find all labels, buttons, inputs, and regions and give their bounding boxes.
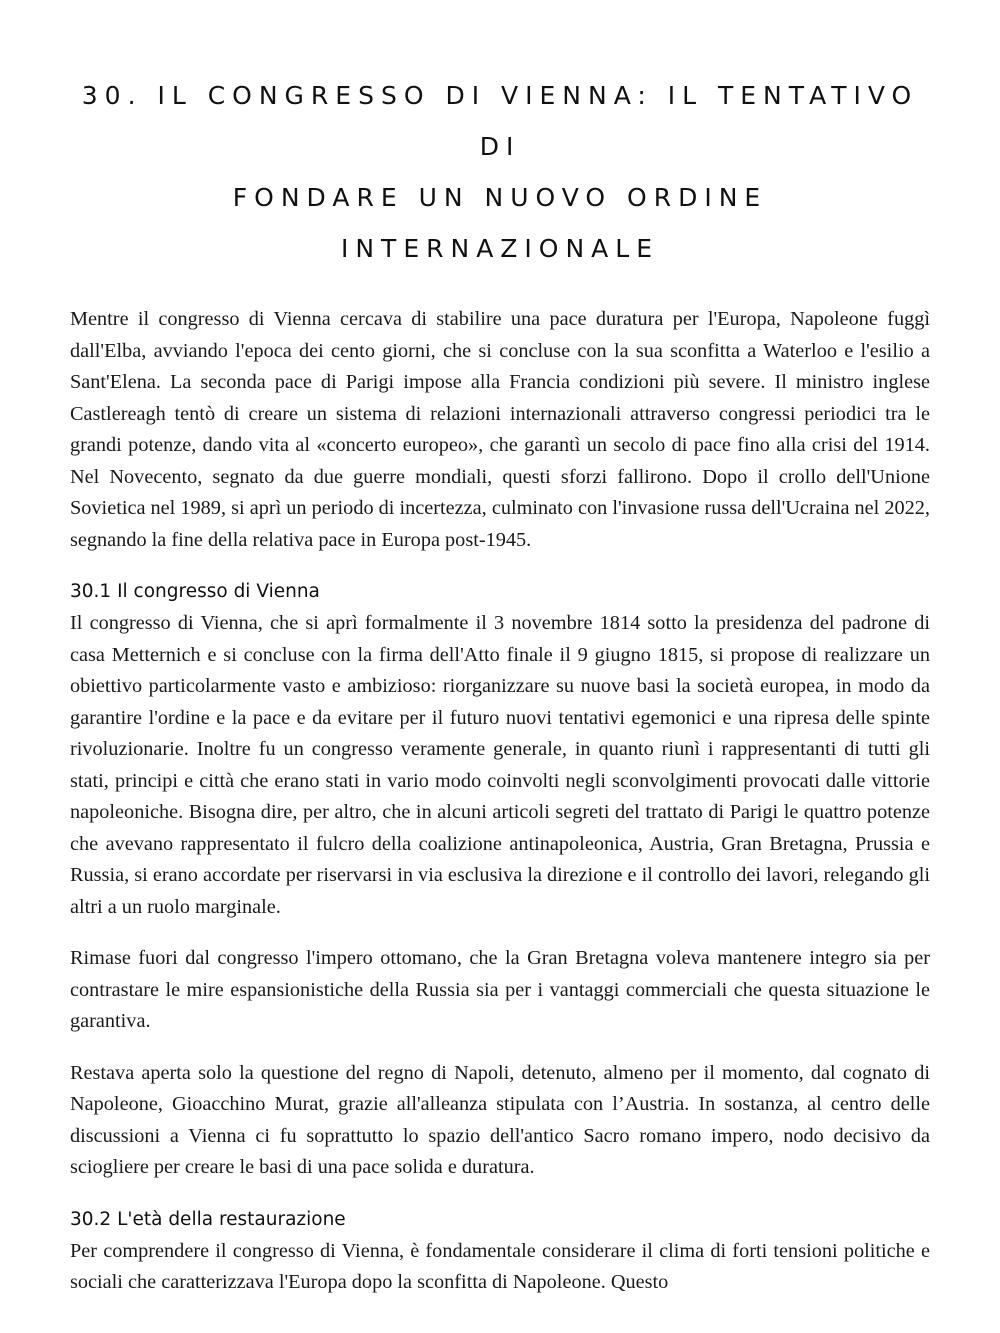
section-paragraph: Il congresso di Vienna, che si aprì formalmente il 3 novembre 1814 sotto la presidenza del padrone di casa Metternich e si concluse con la firma dell'Atto finale il 9 giugno 1815, si propose di realizzare un obiettivo particolarmente vasto e ambizioso: riorganizzare su nuove basi la società europea, in modo da garantire l'ordine e la pace e da evitare per il futuro nuovi tentativi egemonici e una ripresa delle spinte rivoluzionarie. Inoltre fu un congresso veramente generale, in quanto riunì i rappresentanti di tutti gli stati, principi e città che erano stati in vario modo coinvolti negli sconvolgimenti provocati dalle vittorie napoleoniche. Bisogna dire, per altro, che in alcuni articoli segreti del trattato di Parigi le quattro potenze che avevano rappresentato il fulcro della coalizione antinapoleonica, Austria, Gran Bretagna, Prussia e Russia, si erano accordate per riservarsi in via esclusiva la direzione e il controllo dei lavori, relegando gli altri a un ruolo marginale.: [70, 612, 930, 918]
intro-paragraph: Mentre il congresso di Vienna cercava di stabilire una pace duratura per l'Europa, Napoleone fuggì dall'Elba, avviando l'epoca dei cento giorni, che si concluse con la sua sconfitta a Waterloo e l'esilio a Sant'Elena. La seconda pace di Parigi impose alla Francia condizioni più severe. Il ministro inglese Castlereagh tentò di creare un sistema di relazioni internazionali attraverso congressi periodici tra le grandi potenze, dando vita al «concerto europeo», che garantì un secolo di pace fino alla crisi del 1914. Nel Novecento, segnato da due guerre mondiali, questi sforzi fallirono. Dopo il crollo dell'Unione Sovietica nel 1989, si aprì un periodo di incertezza, culminato con l'invasione russa dell'Ucraina nel 2022, segnando la fine della relativa pace in Europa post-1945.: [70, 308, 930, 551]
chapter-title-line-1: 30. IL CONGRESSO DI VIENNA: IL TENTATIVO DI: [81, 81, 919, 161]
chapter-title: [70, 70, 930, 274]
section-heading: 30.1 Il congresso di Vienna: [70, 581, 320, 602]
section-paragraph: Per comprendere il congresso di Vienna, è fondamentale considerare il clima di forti tensioni politiche e sociali che caratterizzava l'Europa dopo la sconfitta di Napoleone. Questo: [70, 1239, 930, 1293]
section-heading: 30.2 L'età della restaurazione: [70, 1208, 346, 1230]
section-eta-restaurazione: [70, 1206, 930, 1299]
chapter-title-line-2: FONDARE UN NUOVO ORDINE INTERNAZIONALE: [232, 183, 768, 263]
section-paragraph: Rimase fuori dal congresso l'impero ottomano, che la Gran Bretagna voleva mantenere integro sia per contrastare le mire espansionistiche della Russia sia per i vantaggi commerciali che questa situazione le garantiva.: [70, 947, 930, 1032]
section-paragraph: Restava aperta solo la questione del regno di Napoli, detenuto, almeno per il momento, dal cognato di Napoleone, Gioacchino Murat, grazie all'alleanza stipulata con l’Austria. In sostanza, al centro delle discussioni a Vienna ci fu soprattutto lo spazio dell'antico Sacro romano impero, nodo decisivo da sciogliere per creare le basi di una pace solida e duratura.: [70, 1061, 930, 1178]
document-page: [70, 0, 930, 1299]
section-congresso-di-vienna: [70, 578, 930, 1184]
